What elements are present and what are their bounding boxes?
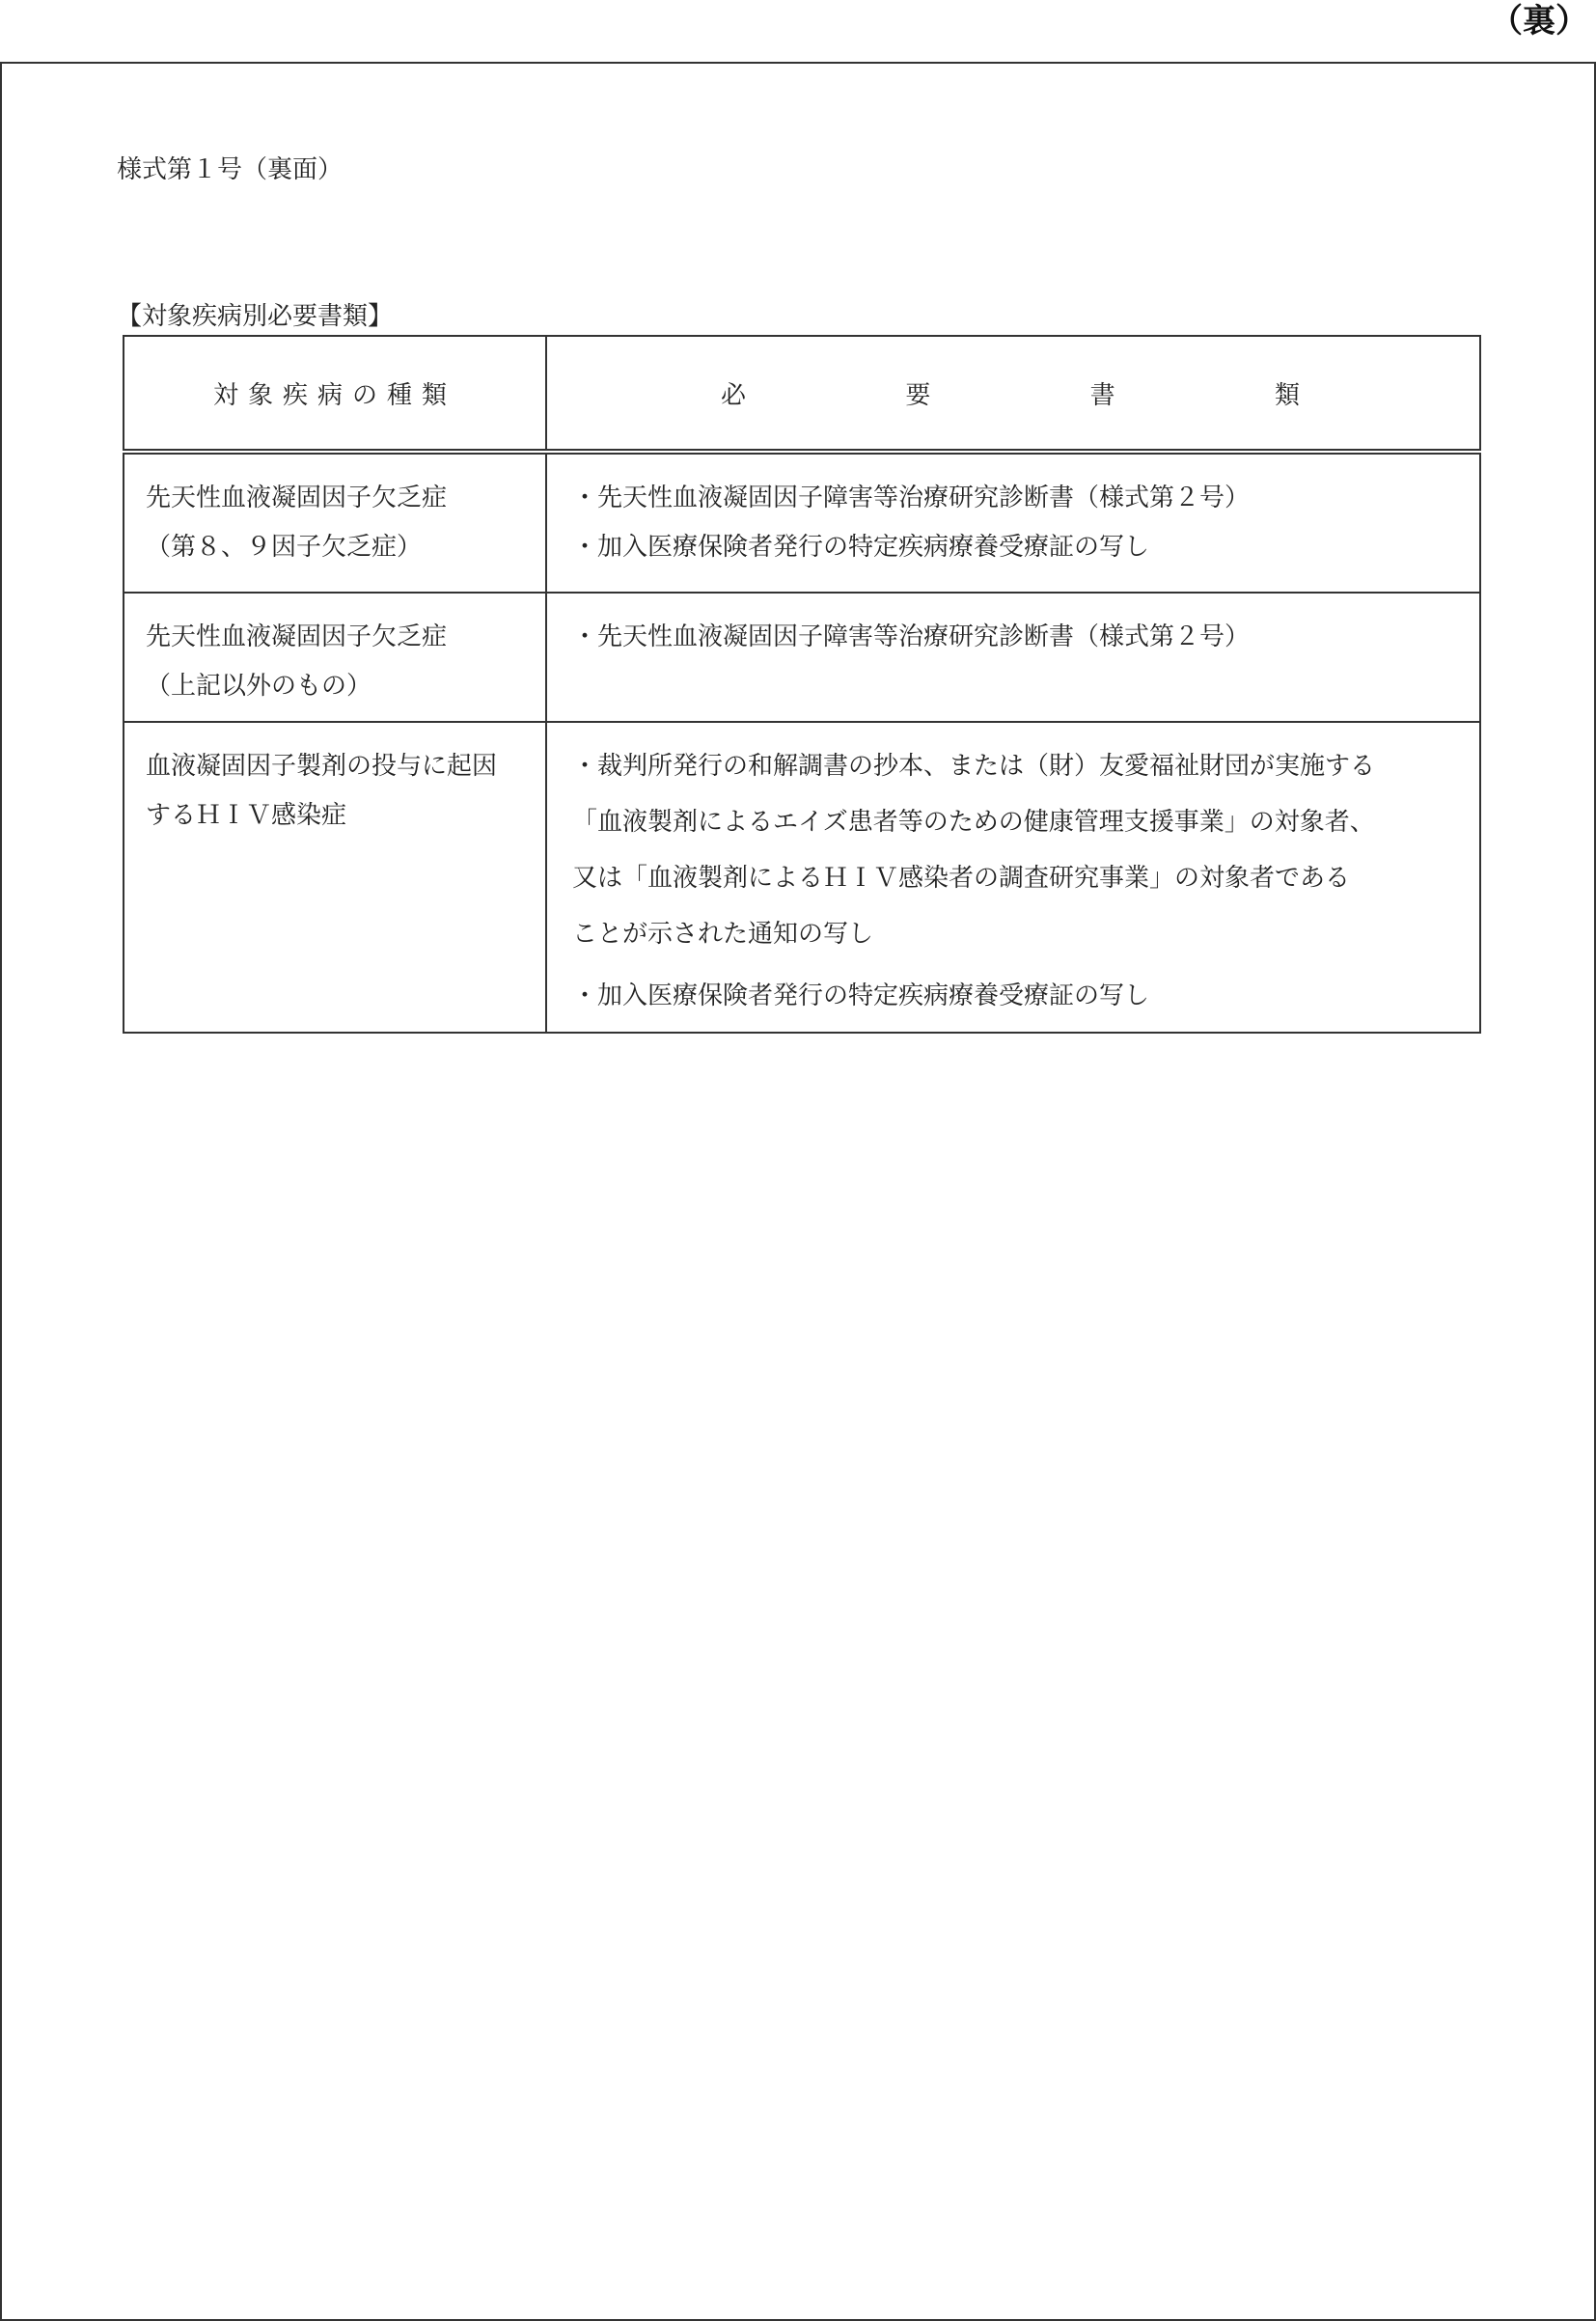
disease-line: するＨＩＶ感染症 bbox=[146, 801, 347, 830]
table-header-row bbox=[124, 336, 1480, 452]
disease-line: 先天性血液凝固因子欠乏症 bbox=[146, 484, 448, 512]
documents-cell bbox=[546, 452, 1480, 593]
disease-line: （上記以外のもの） bbox=[146, 672, 372, 701]
document-item: ・先天性血液凝固因子障害等治療研究診断書（様式第２号） bbox=[572, 622, 1251, 651]
header-docs-char: 必 bbox=[721, 380, 747, 410]
disease-line: （第８、９因子欠乏症） bbox=[146, 533, 423, 562]
header-docs-char: 類 bbox=[1274, 380, 1300, 410]
document-line: 「血液製剤によるエイズ患者等のための健康管理支援事業」の対象者、 bbox=[572, 808, 1375, 837]
document-item: ・加入医療保険者発行の特定疾病療養受療証の写し bbox=[572, 533, 1150, 562]
disease-line: 先天性血液凝固因子欠乏症 bbox=[146, 622, 448, 651]
disease-cell bbox=[124, 722, 546, 1033]
header-docs-char: 書 bbox=[1089, 380, 1115, 410]
document-item bbox=[572, 738, 1470, 962]
document-item: ・先天性血液凝固因子障害等治療研究診断書（様式第２号） bbox=[572, 484, 1251, 512]
disease-cell bbox=[124, 452, 546, 593]
form-number: 様式第１号（裏面） bbox=[117, 155, 344, 184]
document-line: ことが示された通知の写し bbox=[572, 920, 874, 949]
documents-cell bbox=[546, 593, 1480, 722]
table-row bbox=[124, 593, 1480, 722]
documents-cell bbox=[546, 722, 1480, 1033]
table-row bbox=[124, 452, 1480, 593]
header-required-documents bbox=[546, 336, 1480, 452]
section-heading: 【対象疾病別必要書類】 bbox=[117, 302, 394, 331]
header-disease-label: 対象疾病の種類 bbox=[212, 380, 456, 410]
document-line: ・裁判所発行の和解調書の抄本、または（財）友愛福祉財団が実施する bbox=[572, 752, 1376, 781]
disease-line: 血液凝固因子製剤の投与に起因 bbox=[146, 752, 498, 781]
header-docs-label bbox=[547, 375, 1479, 411]
header-docs-char: 要 bbox=[905, 380, 931, 410]
document-item: ・加入医療保険者発行の特定疾病療養受療証の写し bbox=[572, 981, 1150, 1010]
disease-cell bbox=[124, 593, 546, 722]
header-disease-type bbox=[124, 336, 546, 452]
document-line: 又は「血液製剤によるＨＩＶ感染者の調査研究事業」の対象者である bbox=[572, 864, 1351, 893]
required-documents-table bbox=[123, 335, 1481, 1034]
table-row bbox=[124, 722, 1480, 1033]
back-side-mark: （裏） bbox=[1490, 2, 1588, 41]
